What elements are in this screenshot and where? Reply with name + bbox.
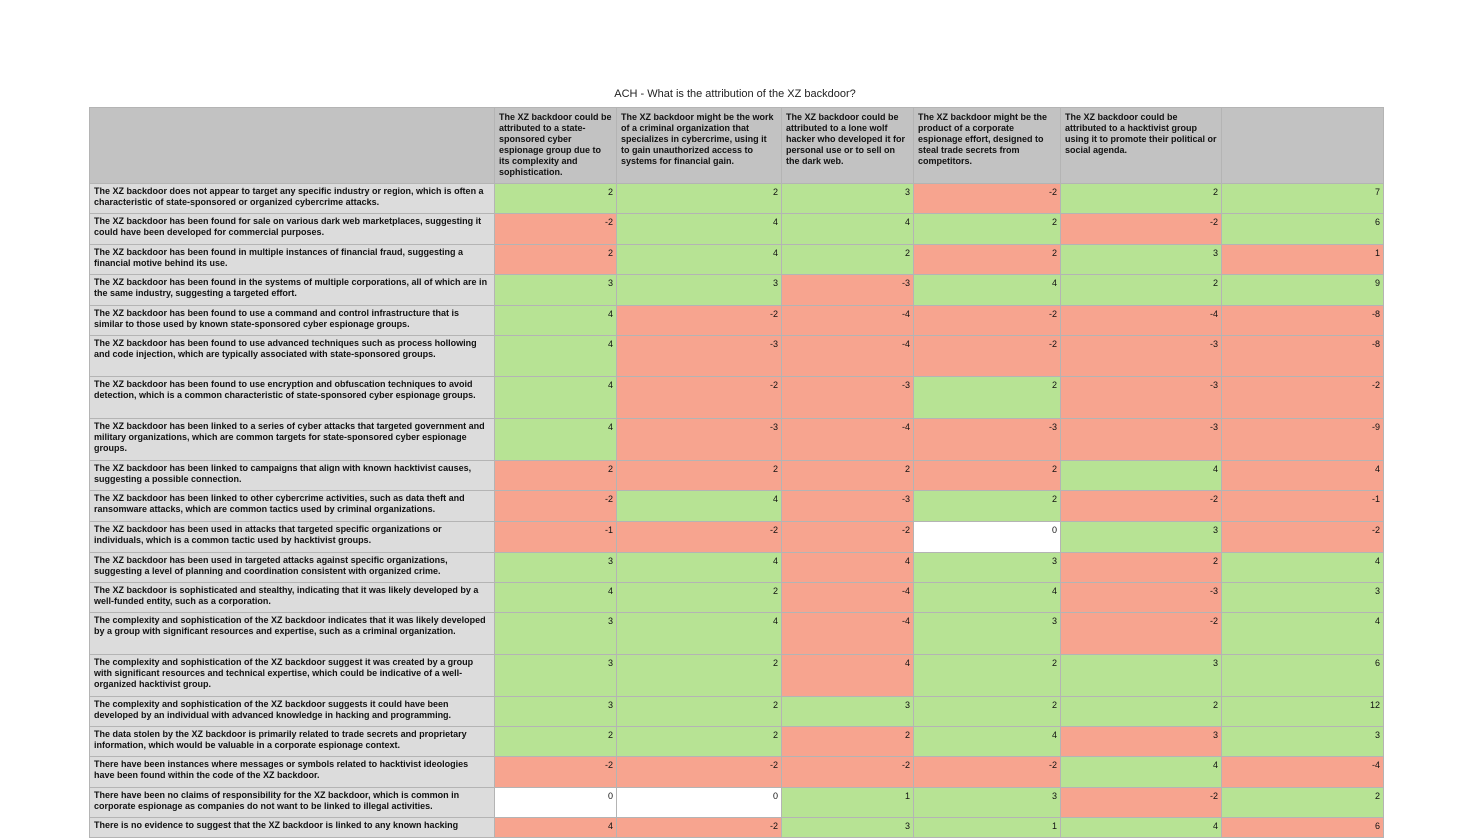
score-cell[interactable]: 2 <box>495 461 617 491</box>
evidence-cell[interactable]: There is no evidence to suggest that the XZ backdoor is linked to any known hacking <box>90 818 495 838</box>
score-cell[interactable]: -2 <box>617 818 782 838</box>
score-cell[interactable]: -3 <box>1061 377 1222 419</box>
score-cell[interactable]: 3 <box>914 788 1061 818</box>
table-row <box>90 214 1384 245</box>
score-cell[interactable]: 2 <box>617 184 782 214</box>
score-cell[interactable]: 2 <box>1061 697 1222 727</box>
header-cell-total[interactable] <box>1222 108 1384 184</box>
score-cell[interactable]: 3 <box>495 697 617 727</box>
score-cell[interactable]: 2 <box>914 491 1061 522</box>
total-score-cell[interactable]: -1 <box>1222 491 1384 522</box>
total-score-cell[interactable]: 1 <box>1222 245 1384 275</box>
score-cell[interactable]: -2 <box>782 757 914 788</box>
score-cell[interactable]: -4 <box>782 306 914 336</box>
score-cell[interactable]: 2 <box>914 377 1061 419</box>
score-cell[interactable]: -2 <box>495 757 617 788</box>
score-cell[interactable]: -2 <box>617 522 782 553</box>
score-cell[interactable]: 3 <box>782 818 914 838</box>
table-row <box>90 613 1384 655</box>
evidence-cell[interactable]: The XZ backdoor has been found in multiple instances of financial fraud, suggesting a financial motive behind its use. <box>90 245 495 275</box>
hypothesis-header-lone-wolf[interactable]: The XZ backdoor could be attributed to a lone wolf hacker who developed it for personal use or to sell on the dark web. <box>782 108 914 184</box>
total-score-cell[interactable]: 6 <box>1222 818 1384 838</box>
score-cell[interactable]: 3 <box>1061 655 1222 697</box>
header-row <box>90 108 1384 184</box>
score-cell[interactable]: -3 <box>617 419 782 461</box>
score-cell[interactable]: -3 <box>617 336 782 377</box>
hypothesis-header-state-sponsored[interactable]: The XZ backdoor could be attributed to a state-sponsored cyber espionage group due to its complexity and sophistication. <box>495 108 617 184</box>
score-cell[interactable]: -2 <box>914 757 1061 788</box>
score-cell[interactable]: 3 <box>914 553 1061 583</box>
score-cell[interactable]: 4 <box>914 583 1061 613</box>
score-cell[interactable]: 2 <box>914 655 1061 697</box>
hypothesis-header-hacktivist[interactable]: The XZ backdoor could be attributed to a hacktivist group using it to promote their political or social agenda. <box>1061 108 1222 184</box>
table-row <box>90 655 1384 697</box>
score-cell[interactable]: 3 <box>782 697 914 727</box>
total-score-cell[interactable]: 4 <box>1222 461 1384 491</box>
evidence-cell[interactable]: The XZ backdoor has been found to use encryption and obfuscation techniques to avoid detection, which is a common characteristic of state-sponsored cyber espionage groups. <box>90 377 495 419</box>
score-cell[interactable]: 3 <box>495 655 617 697</box>
total-score-cell[interactable]: 4 <box>1222 613 1384 655</box>
score-cell[interactable]: -2 <box>617 377 782 419</box>
total-score-cell[interactable]: 6 <box>1222 655 1384 697</box>
score-cell[interactable]: -2 <box>914 306 1061 336</box>
score-cell[interactable]: 3 <box>495 553 617 583</box>
score-cell[interactable]: -2 <box>495 491 617 522</box>
score-cell[interactable]: 2 <box>495 184 617 214</box>
score-cell[interactable]: -2 <box>617 757 782 788</box>
score-cell[interactable]: -3 <box>914 419 1061 461</box>
table-row <box>90 788 1384 818</box>
score-cell[interactable]: 2 <box>495 727 617 757</box>
score-cell[interactable]: -3 <box>1061 419 1222 461</box>
table-row <box>90 583 1384 613</box>
score-cell[interactable]: -4 <box>782 336 914 377</box>
total-score-cell[interactable]: 2 <box>1222 788 1384 818</box>
table-row <box>90 553 1384 583</box>
table-row <box>90 491 1384 522</box>
score-cell[interactable]: -3 <box>1061 336 1222 377</box>
total-score-cell[interactable]: -4 <box>1222 757 1384 788</box>
score-cell[interactable]: 4 <box>617 491 782 522</box>
table-row <box>90 245 1384 275</box>
score-cell[interactable]: 2 <box>617 655 782 697</box>
score-cell[interactable]: 4 <box>495 377 617 419</box>
score-cell[interactable]: 4 <box>782 553 914 583</box>
score-cell[interactable]: -4 <box>782 613 914 655</box>
evidence-cell[interactable]: The XZ backdoor has been used in attacks that targeted specific organizations or individuals, which is a common tactic used by hacktivist groups. <box>90 522 495 553</box>
score-cell[interactable]: 4 <box>1061 818 1222 838</box>
score-cell[interactable]: 0 <box>617 788 782 818</box>
evidence-cell[interactable]: There have been no claims of responsibility for the XZ backdoor, which is common in corporate espionage as companies do not want to be linked to illegal activities. <box>90 788 495 818</box>
score-cell[interactable]: 4 <box>914 275 1061 306</box>
total-score-cell[interactable]: -8 <box>1222 336 1384 377</box>
total-score-cell[interactable]: 7 <box>1222 184 1384 214</box>
total-score-cell[interactable]: 4 <box>1222 553 1384 583</box>
score-cell[interactable]: 4 <box>1061 461 1222 491</box>
evidence-cell[interactable]: The XZ backdoor has been linked to a series of cyber attacks that targeted government and military organizations, which are common targets for state-sponsored cyber espionage groups. <box>90 419 495 461</box>
table-row <box>90 275 1384 306</box>
total-score-cell[interactable]: -9 <box>1222 419 1384 461</box>
score-cell[interactable]: 4 <box>617 245 782 275</box>
score-cell[interactable]: -3 <box>782 491 914 522</box>
score-cell[interactable]: -2 <box>1061 613 1222 655</box>
score-cell[interactable]: -2 <box>1061 214 1222 245</box>
score-cell[interactable]: 2 <box>1061 553 1222 583</box>
score-cell[interactable]: 0 <box>914 522 1061 553</box>
score-cell[interactable]: 4 <box>1061 757 1222 788</box>
score-cell[interactable]: -2 <box>1061 788 1222 818</box>
score-cell[interactable]: 4 <box>495 419 617 461</box>
score-cell[interactable]: 2 <box>782 245 914 275</box>
score-cell[interactable]: -2 <box>617 306 782 336</box>
score-cell[interactable]: 4 <box>782 214 914 245</box>
table-row <box>90 727 1384 757</box>
total-score-cell[interactable]: 9 <box>1222 275 1384 306</box>
score-cell[interactable]: 3 <box>1061 245 1222 275</box>
score-cell[interactable]: 2 <box>914 697 1061 727</box>
score-cell[interactable]: -2 <box>495 214 617 245</box>
evidence-cell[interactable]: The XZ backdoor has been found in the systems of multiple corporations, all of which are in the same industry, suggesting a targeted effort. <box>90 275 495 306</box>
score-cell[interactable]: 0 <box>495 788 617 818</box>
hypothesis-header-corporate[interactable]: The XZ backdoor might be the product of a corporate espionage effort, designed to steal trade secrets from competitors. <box>914 108 1061 184</box>
score-cell[interactable]: 4 <box>617 613 782 655</box>
score-cell[interactable]: 2 <box>617 583 782 613</box>
evidence-cell[interactable]: The complexity and sophistication of the XZ backdoor suggest it was created by a group with significant resources and technical expertise, which could be indicative of a well-organized hacktivist group. <box>90 655 495 697</box>
total-score-cell[interactable]: 3 <box>1222 727 1384 757</box>
score-cell[interactable]: 4 <box>914 727 1061 757</box>
score-cell[interactable]: -2 <box>782 522 914 553</box>
score-cell[interactable]: 3 <box>914 613 1061 655</box>
score-cell[interactable]: 3 <box>1061 522 1222 553</box>
evidence-cell[interactable]: The XZ backdoor has been found to use advanced techniques such as process hollowing and code injection, which are typically associated with state-sponsored groups. <box>90 336 495 377</box>
evidence-cell[interactable]: The complexity and sophistication of the XZ backdoor indicates that it was likely developed by a group with significant resources and expertise, such as a criminal organization. <box>90 613 495 655</box>
evidence-cell[interactable]: The XZ backdoor does not appear to target any specific industry or region, which is often a characteristic of state-sponsored or organized cybercrime attacks. <box>90 184 495 214</box>
evidence-cell[interactable]: The XZ backdoor has been linked to campaigns that align with known hacktivist causes, suggesting a possible connection. <box>90 461 495 491</box>
score-cell[interactable]: 3 <box>495 275 617 306</box>
table-row <box>90 377 1384 419</box>
score-cell[interactable]: 3 <box>1061 727 1222 757</box>
score-cell[interactable]: -4 <box>782 583 914 613</box>
score-cell[interactable]: 4 <box>782 655 914 697</box>
score-cell[interactable]: 1 <box>782 788 914 818</box>
score-cell[interactable]: -4 <box>1061 306 1222 336</box>
total-score-cell[interactable]: -2 <box>1222 522 1384 553</box>
total-score-cell[interactable]: 6 <box>1222 214 1384 245</box>
score-cell[interactable]: 3 <box>617 275 782 306</box>
evidence-cell[interactable]: There have been instances where messages or symbols related to hacktivist ideologies have been found within the code of the XZ backdoor. <box>90 757 495 788</box>
score-cell[interactable]: 4 <box>495 336 617 377</box>
score-cell[interactable]: 2 <box>617 727 782 757</box>
score-cell[interactable]: 3 <box>495 613 617 655</box>
score-cell[interactable]: 2 <box>1061 184 1222 214</box>
score-cell[interactable]: 2 <box>782 727 914 757</box>
sheet-title: ACH - What is the attribution of the XZ backdoor? <box>614 88 856 100</box>
table-row <box>90 419 1384 461</box>
score-cell[interactable]: 2 <box>617 461 782 491</box>
score-cell[interactable]: 2 <box>914 214 1061 245</box>
evidence-cell[interactable]: The XZ backdoor has been linked to other cybercrime activities, such as data theft and ransomware attacks, which are common tactics used by criminal organizations. <box>90 491 495 522</box>
score-cell[interactable]: 2 <box>914 245 1061 275</box>
score-cell[interactable]: 4 <box>495 306 617 336</box>
table-row <box>90 757 1384 788</box>
evidence-cell[interactable]: The XZ backdoor has been found for sale on various dark web marketplaces, suggesting it could have been developed for commercial purposes. <box>90 214 495 245</box>
score-cell[interactable]: 1 <box>914 818 1061 838</box>
evidence-cell[interactable]: The complexity and sophistication of the XZ backdoor suggests it could have been developed by an individual with advanced knowledge in hacking and programming. <box>90 697 495 727</box>
score-cell[interactable]: 2 <box>495 245 617 275</box>
score-cell[interactable]: -4 <box>782 419 914 461</box>
score-cell[interactable]: -3 <box>782 377 914 419</box>
table-row <box>90 336 1384 377</box>
evidence-cell[interactable]: The XZ backdoor is sophisticated and stealthy, indicating that it was likely developed by a well-funded entity, such as a corporation. <box>90 583 495 613</box>
score-cell[interactable]: 4 <box>617 214 782 245</box>
table-row <box>90 522 1384 553</box>
score-cell[interactable]: 4 <box>495 583 617 613</box>
score-cell[interactable]: -2 <box>914 184 1061 214</box>
score-cell[interactable]: 2 <box>1061 275 1222 306</box>
score-cell[interactable]: -2 <box>914 336 1061 377</box>
score-cell[interactable]: 4 <box>617 553 782 583</box>
total-score-cell[interactable]: 12 <box>1222 697 1384 727</box>
score-cell[interactable]: -3 <box>1061 583 1222 613</box>
score-cell[interactable]: -3 <box>782 275 914 306</box>
table-row <box>90 697 1384 727</box>
score-cell[interactable]: -1 <box>495 522 617 553</box>
score-cell[interactable]: -2 <box>1061 491 1222 522</box>
total-score-cell[interactable]: 3 <box>1222 583 1384 613</box>
header-cell-evidence[interactable] <box>90 108 495 184</box>
table-row <box>90 461 1384 491</box>
table-row <box>90 184 1384 214</box>
score-cell[interactable]: 4 <box>495 818 617 838</box>
evidence-cell[interactable]: The data stolen by the XZ backdoor is primarily related to trade secrets and proprietary information, which would be valuable in a corporate espionage context. <box>90 727 495 757</box>
total-score-cell[interactable]: -2 <box>1222 377 1384 419</box>
total-score-cell[interactable]: -8 <box>1222 306 1384 336</box>
evidence-cell[interactable]: The XZ backdoor has been found to use a command and control infrastructure that is similar to those used by known state-sponsored cyber espionage groups. <box>90 306 495 336</box>
score-cell[interactable]: 2 <box>617 697 782 727</box>
score-cell[interactable]: 2 <box>914 461 1061 491</box>
score-cell[interactable]: 3 <box>782 184 914 214</box>
hypothesis-header-criminal-org[interactable]: The XZ backdoor might be the work of a criminal organization that specializes in cybercrime, using it to gain unauthorized access to systems for financial gain. <box>617 108 782 184</box>
ach-matrix <box>89 107 1384 838</box>
table-row <box>90 306 1384 336</box>
evidence-cell[interactable]: The XZ backdoor has been used in targeted attacks against specific organizations, suggesting a level of planning and coordination consistent with organized crime. <box>90 553 495 583</box>
score-cell[interactable]: 2 <box>782 461 914 491</box>
